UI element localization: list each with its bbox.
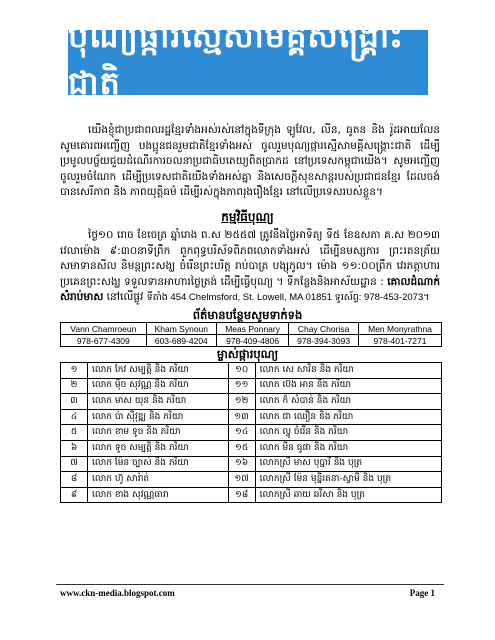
donor-number: ៩ (61, 487, 88, 503)
program-heading: កម្មវិធីបុណ្យ (221, 210, 274, 224)
contact-phone: 603-689-4204 (146, 335, 216, 347)
donor-number: ១៧ (228, 472, 255, 488)
venue-name: គោលដំណាក់ សំរាប់មាស (60, 275, 440, 303)
donor-number: ១២ (228, 394, 255, 410)
program-text: ថ្ងៃ១០ រោច ខែចេត្រ ឆ្នាំរោង ព.ស ២៥៥៧ ត្រូវនឹងថ្ងៃអាទិត្យ ទី៥ ខែឧសភា គ.ស ២០១៣ វេលាម៉ោង ៩:៣០នាទីព្រឹក ពួកពុទ្ធបរិស័ទពិភពលោកទាំងអស់ ដើម្បីនមស្សការ ព្រះរតនត្រ័យ សមាទានសីល និមន្តព្រះសង្ឃ ចំរើនព្រះបរិត្ត រាប់បាត្រ បង្សុកូល។ ម៉ោង ១១:០០ព្រឹក វេរភត្តាហារប្រគេនព្រះសង្ឃ ទទួលទានអាហារថ្ងៃត្រង់ ដើម្បីធ្វើបុណ្យ ។ ទីកន្លែងនិងអាស័យដ្ឋាន : (60, 229, 440, 288)
donor-name: លោកស្រី ឆាយ ឆរីសា និង បុត្រ (255, 487, 441, 503)
donor-number: ១១ (228, 378, 255, 394)
contact-name: Kham Synoun (146, 323, 216, 335)
donor-row (61, 440, 442, 456)
donor-name: លោក សេ សារិន និង ភរិយា (255, 363, 441, 379)
donor-number: ៤ (61, 409, 88, 425)
donor-name: លោក ហ៊ូ សារ៉ាត់ (88, 472, 229, 488)
donor-number: ៦ (61, 440, 88, 456)
donor-name: លោក ក៏ សំបាន់ និង ភរិយា (255, 394, 441, 410)
donor-row (61, 425, 442, 441)
donor-row (61, 378, 442, 394)
donor-name: លោក ម៉ិច សុវណ្ណ និង ភរិយា (88, 378, 229, 394)
contact-name: Chay Chorisa (289, 323, 359, 335)
donor-name: លោក កែវ សម្បត្តិ និង ភរិយា (88, 363, 229, 379)
donor-name: លោក ជា ឈឿន និង ភរិយា (255, 409, 441, 425)
donor-name: លោក ល្ហូ ចំរើន និង ភរិយា (255, 425, 441, 441)
venue-suffix: នៅលើផ្លូវ (106, 291, 144, 303)
donor-number: ៥ (61, 425, 88, 441)
donor-row (61, 487, 442, 503)
donor-number: ១០ (228, 363, 255, 379)
donor-name: លោកស្រី ម៉ែន មុន្នីរតនា-ស្វាមី និង បុត្រ (255, 472, 441, 488)
donor-row (61, 409, 442, 425)
donors-table (60, 362, 442, 503)
donor-number: ១ (61, 363, 88, 379)
donor-row (61, 456, 442, 472)
donor-number: ១៨ (228, 487, 255, 503)
contact-phone: 978-394-3093 (289, 335, 359, 347)
donor-name: លោក ខាង សុវណ្ណធារា (88, 487, 229, 503)
page-title: បុណ្យផ្ការស្មើសាមគ្គីសង្គ្រោះជាតិ (68, 16, 405, 102)
donor-number: ១៣ (228, 409, 255, 425)
donor-row (61, 394, 442, 410)
contacts-table (60, 322, 442, 347)
title-banner (68, 16, 428, 102)
donor-number: ១៦ (228, 456, 255, 472)
contact-name: Men Monyrathna (359, 323, 442, 335)
footer-page-number: Page 1 (409, 588, 435, 598)
donor-number: ១៥ (228, 440, 255, 456)
donor-name: លោក ម៉ែន ច្បាស់ និង ភរិយា (88, 456, 229, 472)
contact-phone: 978-677-4309 (61, 335, 147, 347)
donor-name: លោកស្រី មាស បុប្ផារី និង បុត្រ (255, 456, 441, 472)
contacts-phone-row (61, 335, 442, 347)
donor-name: លោក ខាម ទូច និង ភរិយា (88, 425, 229, 441)
contact-phone: 978-401-7271 (359, 335, 442, 347)
footer-divider (56, 584, 444, 585)
address: ទីតាំង 454 Chelmsford, St. Lowell, MA 01851 ទូរស័ព្ទ: 978-453-2073។ (146, 292, 430, 303)
program-paragraph (60, 228, 440, 306)
intro-paragraph: យើងខ្ញុំជាប្រជាពលរដ្ឋខ្មែរទាំងអស់រស់នៅក្នុងទីក្រុង ឡូវែល, លីន, ធូតន និង រ៉ូដអាយលែន សូមគោរពអញ្ជើញ បងប្អូនជនរួមជាតិខ្មែរទាំងអស់ ចូលរួមបុណ្យផ្ការស្មើសាមគ្គីសង្គ្រោះជាតិ ដើម្បីប្រមូលបច្ច័យជួយដំណើរការចលនាប្រជាធិបតេយ្យពិតប្រាកដ នៅប្រទេសកម្ពុជាយើង។ សូមអញ្ជើញចូលរួមចំណែក ដើម្បីប្រទេសជាតិយើងទាំងអស់គ្នា និងសេចក្តីសុខសាន្តរបស់ប្រជាជនខ្មែរ ដែលចង់បានសេរីភាព និង ភាពយុត្តិធម៌ ដើម្បីរស់ក្នុងភាពរុងរឿងខ្មែរ នៅលើប្រទេសរបស់ខ្លួន។ (60, 124, 440, 198)
contact-name: Meas Ponnary (217, 323, 289, 335)
donor-name: លោក ទូច សម្បត្តិ និង ភរិយា (88, 440, 229, 456)
donor-number: ២ (61, 378, 88, 394)
donor-name: លោក មីន ធូផា និង ភរិយា (255, 440, 441, 456)
contact-name: Vann Chamroeun (61, 323, 147, 335)
donor-name: លោក ប៊េង អាន និង ភរិយា (255, 378, 441, 394)
contact-phone: 978-409-4806 (217, 335, 289, 347)
donors-heading: ម្ចាស់ផ្ការបុណ្យ (216, 347, 279, 361)
donor-number: ៨ (61, 472, 88, 488)
contacts-name-row (61, 323, 442, 335)
donor-number: ៣ (61, 394, 88, 410)
footer-website: www.ckn-media.blogspot.com (60, 588, 175, 598)
donor-name: លោក មាស យុន និង ភរិយា (88, 394, 229, 410)
donor-name: លោក ប៉ា ស៊ីវុឌ្ឍ និង ភរិយា (88, 409, 229, 425)
donor-row (61, 472, 442, 488)
donor-number: ១៤ (228, 425, 255, 441)
donor-number: ៧ (61, 456, 88, 472)
contacts-heading: ព័ត៌មានបន្ថែមសូមទាក់ទង (192, 308, 303, 322)
donor-row (61, 363, 442, 379)
